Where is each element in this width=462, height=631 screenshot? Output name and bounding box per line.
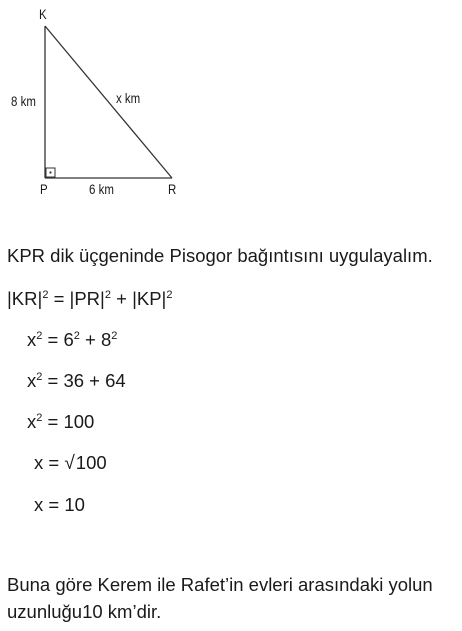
side-pr-label: 6 km [89, 181, 114, 197]
pr-term: |PR| [69, 288, 105, 309]
step1-rhs-a: = 6 [42, 329, 74, 350]
step1-rhs-b-exponent: 2 [111, 330, 118, 342]
vertex-p-label: P [40, 181, 48, 197]
kr-exponent: 2 [42, 289, 49, 301]
step1-rhs-b: + 8 [79, 329, 112, 350]
step1-lhs-exponent: 2 [36, 330, 43, 342]
step1-lhs: x [27, 329, 37, 350]
step4-equation [34, 452, 107, 475]
side-kr-line [45, 26, 172, 178]
intro-text: KPR dik üçgeninde Pisogor bağıntısını uygulayalım. [7, 245, 433, 266]
step3-lhs: x [27, 411, 37, 432]
kp-exponent: 2 [166, 289, 173, 301]
triangle-figure [0, 0, 200, 205]
pr-exponent: 2 [104, 289, 111, 301]
step1-rhs-a-exponent: 2 [73, 330, 80, 342]
step4-radicand: 100 [75, 452, 107, 473]
right-angle-dot [49, 171, 51, 173]
step4-lhs: x = [34, 452, 65, 473]
equals-sign: = [48, 288, 70, 309]
step2-lhs: x [27, 370, 37, 391]
conclusion-line-1: Buna göre Kerem ile Rafet’in evleri arasındaki yolun [7, 574, 433, 595]
kr-term: |KR| [7, 288, 43, 309]
step2-lhs-exponent: 2 [36, 371, 43, 383]
sqrt-symbol: √ [64, 453, 75, 474]
step2-rhs: = 36 + 64 [42, 370, 126, 391]
kp-term: |KP| [132, 288, 167, 309]
step1-equation [27, 329, 117, 351]
conclusion-line-2: uzunluğu10 km’dir. [7, 601, 162, 622]
step3-equation [27, 411, 94, 433]
plus-sign: + [110, 288, 133, 309]
pythagoras-equation [7, 288, 172, 310]
vertex-k-label: K [39, 6, 47, 22]
side-kp-label: 8 km [11, 93, 36, 109]
step3-rhs: = 100 [42, 411, 95, 432]
step5-equation: x = 10 [34, 494, 85, 515]
step2-equation [27, 370, 126, 392]
step3-lhs-exponent: 2 [36, 412, 43, 424]
side-kr-label: x km [116, 90, 141, 106]
vertex-r-label: R [168, 181, 177, 197]
